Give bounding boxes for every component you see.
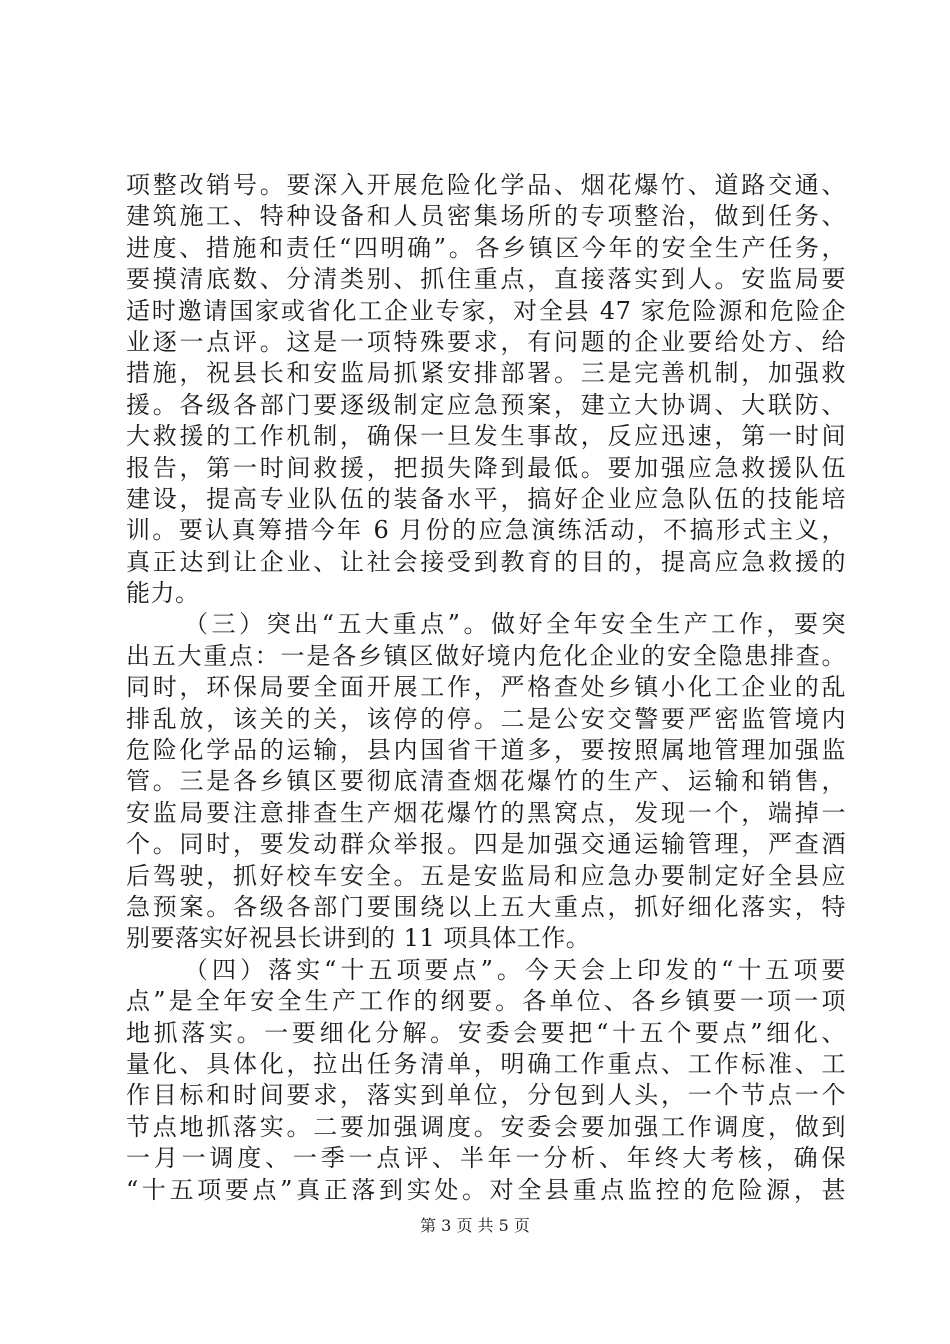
text-line: 节点地抓落实。二要加强调度。安委会要加强工作调度，做到 bbox=[126, 1112, 846, 1141]
text-line: 后驾驶，抓好校车安全。五是安监局和应急办要制定好全县应 bbox=[126, 861, 846, 890]
text-line: 训。要认真筹措今年 6 月份的应急演练活动，不搞形式主义， bbox=[126, 516, 846, 545]
text-line: 排乱放，该关的关，该停的停。二是公安交警要严密监管境内 bbox=[126, 704, 846, 733]
text-line: 报告，第一时间救援，把损失降到最低。要加强应急救援队伍 bbox=[126, 453, 846, 482]
text-line: （四）落实“十五项要点”。今天会上印发的“十五项要 bbox=[184, 955, 846, 984]
text-line: 项整改销号。要深入开展危险化学品、烟花爆竹、道路交通、 bbox=[126, 171, 846, 199]
text-line: 建设，提高专业队伍的装备水平，搞好企业应急队伍的技能培 bbox=[126, 484, 846, 513]
text-line: 急预案。各级各部门要围绕以上五大重点，抓好细化落实，特 bbox=[126, 892, 846, 921]
text-line: 同时，环保局要全面开展工作，严格查处乡镇小化工企业的乱 bbox=[126, 673, 846, 702]
text-line: 进度、措施和责任“四明确”。各乡镇区今年的安全生产任务， bbox=[126, 233, 846, 262]
text-line: 要摸清底数、分清类别、抓住重点，直接落实到人。安监局要 bbox=[126, 265, 846, 294]
page-number-footer: 第 3 页 共 5 页 bbox=[420, 1216, 530, 1235]
document-body bbox=[126, 170, 846, 1206]
text-line: 一月一调度、一季一点评、半年一分析、年终大考核，确保 bbox=[126, 1144, 846, 1173]
text-line: 真正达到让企业、让社会接受到教育的目的，提高应急救援的 bbox=[126, 547, 846, 576]
text-line: 能力。 bbox=[126, 579, 200, 608]
text-line: 管。三是各乡镇区要彻底清查烟花爆竹的生产、运输和销售， bbox=[126, 767, 846, 796]
text-line: 量化、具体化，拉出任务清单，明确工作重点、工作标准、工 bbox=[126, 1049, 846, 1078]
text-line: 大救援的工作机制，确保一旦发生事故，反应迅速，第一时间 bbox=[126, 422, 846, 451]
text-line: 援。各级各部门要逐级制定应急预案，建立大协调、大联防、 bbox=[126, 390, 846, 419]
text-line: 建筑施工、特种设备和人员密集场所的专项整治，做到任务、 bbox=[126, 202, 846, 231]
text-line: 地抓落实。一要细化分解。安委会要把“十五个要点”细化、 bbox=[126, 1018, 846, 1047]
text-line: “十五项要点”真正落到实处。对全县重点监控的危险源，甚 bbox=[126, 1175, 846, 1204]
text-line: （三）突出“五大重点”。做好全年安全生产工作，要突 bbox=[184, 610, 846, 639]
text-line: 点”是全年安全生产工作的纲要。各单位、各乡镇要一项一项 bbox=[126, 987, 846, 1016]
text-line: 措施，祝县长和安监局抓紧安排部署。三是完善机制，加强救 bbox=[126, 359, 846, 388]
text-line: 危险化学品的运输，县内国省干道多，要按照属地管理加强监 bbox=[126, 736, 846, 765]
text-line: 作目标和时间要求，落实到单位，分包到人头，一个节点一个 bbox=[126, 1081, 846, 1110]
text-line: 安监局要注意排查生产烟花爆竹的黑窝点，发现一个，端掉一 bbox=[126, 798, 846, 827]
text-line: 个。同时，要发动群众举报。四是加强交通运输管理，严查酒 bbox=[126, 830, 846, 859]
text-line: 业逐一点评。这是一项特殊要求，有问题的企业要给处方、给 bbox=[126, 327, 846, 356]
text-line: 适时邀请国家或省化工企业专家，对全县 47 家危险源和危险企 bbox=[126, 296, 846, 325]
text-line: 别要落实好祝县长讲到的 11 项具体工作。 bbox=[126, 924, 591, 953]
text-line: 出五大重点：一是各乡镇区做好境内危化企业的安全隐患排查。 bbox=[126, 641, 846, 670]
